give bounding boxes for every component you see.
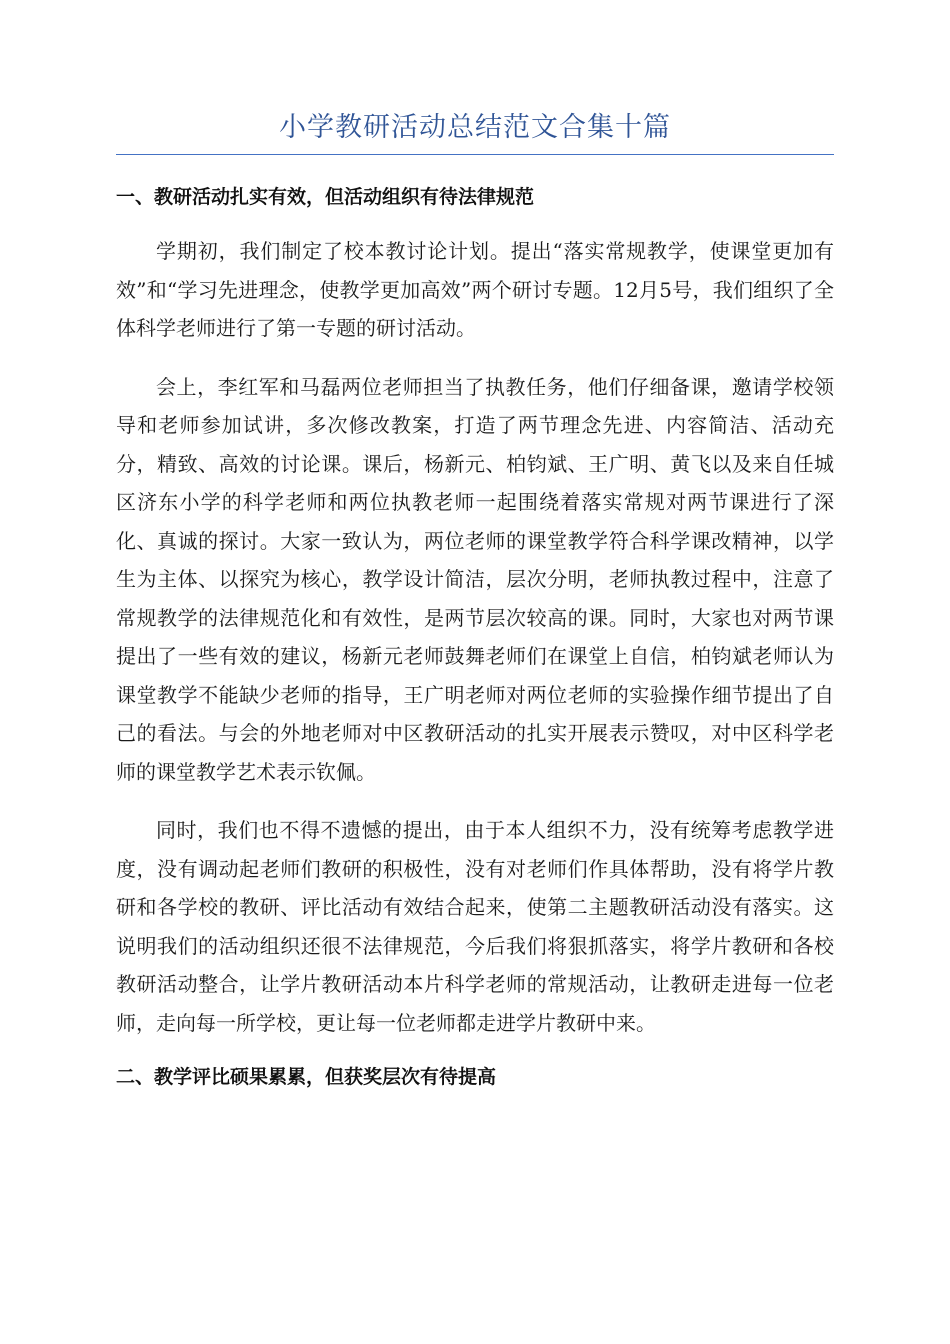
section-heading-1: 一、教研活动扎实有效，但活动组织有待法律规范 bbox=[116, 186, 535, 208]
section-heading-2: 二、教学评比硕果累累，但获奖层次有待提高 bbox=[116, 1066, 497, 1088]
paragraph-3: 同时，我们也不得不遗憾的提出，由于本人组织不力，没有统筹考虑教学进度，没有调动起老师们教研的积极性，没有对老师们作具体帮助，没有将学片教研和各学校的教研、评比活动有效结合起来，使第二主题教研活动没有落实。这说明我们的活动组织还很不法律规范，今后我们将狠抓落实，将学片教研和各校教研活动整合，让学片教研活动本片科学老师的常规活动，让教研走进每一位老师，走向每一所学校，更让每一位老师都走进学片教研中来。 bbox=[116, 818, 834, 1035]
paragraph-2: 会上，李红军和马磊两位老师担当了执教任务，他们仔细备课，邀请学校领导和老师参加试讲，多次修改教案，打造了两节理念先进、内容简洁、活动充分，精致、高效的讨论课。课后，杨新元、柏钧斌、王广明、黄飞以及来自任城区济东小学的科学老师和两位执教老师一起围绕着落实常规对两节课进行了深化、真诚的探讨。大家一致认为，两位老师的课堂教学符合科学课改精神，以学生为主体、以探究为核心，教学设计简洁，层次分明，老师执教过程中，注意了常规教学的法律规范化和有效性，是两节层次较高的课。同时，大家也对两节课提出了一些有效的建议，杨新元老师鼓舞老师们在课堂上自信，柏钧斌老师认为课堂教学不能缺少老师的指导，王广明老师对两位老师的实验操作细节提出了自己的看法。与会的外地老师对中区教研活动的扎实开展表示赞叹，对中区科学老师的课堂教学艺术表示钦佩。 bbox=[116, 374, 834, 784]
document-title: 小学教研活动总结范文合集十篇 bbox=[116, 108, 834, 155]
paragraph-1: 学期初，我们制定了校本教讨论计划。提出“落实常规教学，使课堂更加有效”和“学习先进理念，使教学更加高效”两个研讨专题。12月5号，我们组织了全体科学老师进行了第一专题的研讨活动。 bbox=[116, 239, 834, 340]
document-page bbox=[116, 108, 834, 1092]
